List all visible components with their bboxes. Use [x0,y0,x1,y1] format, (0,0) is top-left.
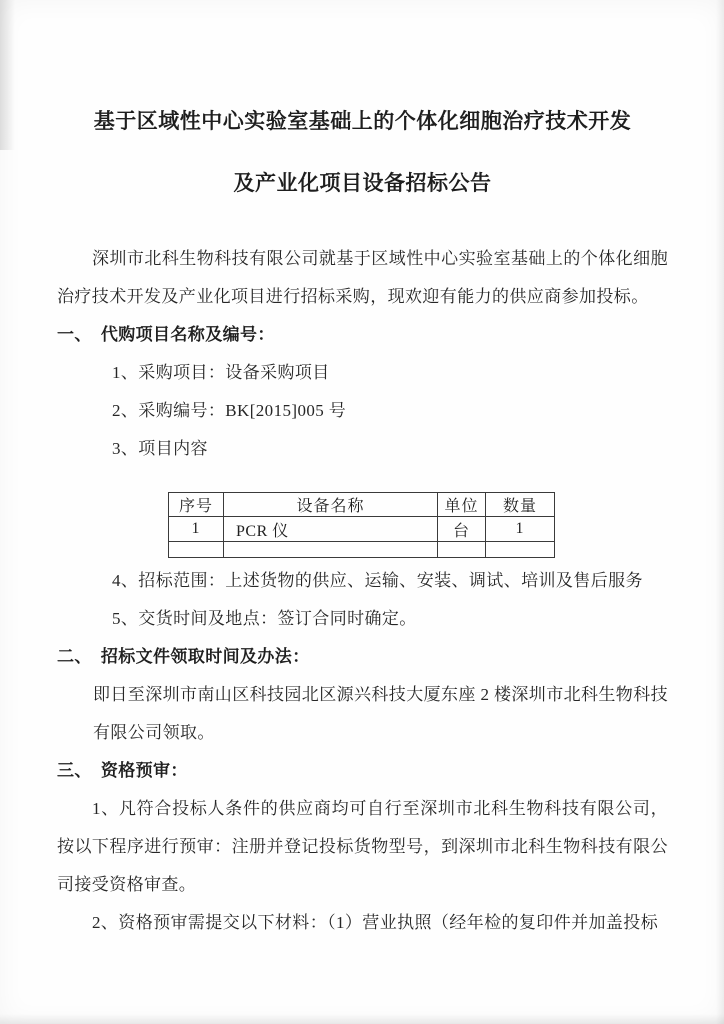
item-project-content: 3、项目内容 [112,439,208,458]
col-header-index: 序号 [169,493,224,517]
item-delivery: 5、交货时间及地点：签订合同时确定。 [112,609,417,628]
section1-label: 代购项目名称及编号： [100,325,275,344]
cell-unit: 台 [438,517,486,542]
section3-paragraph-1: 1、凡符合投标人条件的供应商均可自行至深圳市北科生物科技有限公司，按以下程序进行预审：注册并登记投标货物型号，到深圳市北科生物科技有限公司接受资格审查。 [57,799,668,894]
section2-label: 招标文件领取时间及办法： [100,647,310,666]
col-header-unit: 单位 [438,493,486,517]
cell-index: 1 [169,517,224,542]
section3-heading [57,752,668,790]
table-row-empty [169,542,555,558]
scan-edge-bottom [0,1014,724,1024]
section3-number: 三、 [57,761,92,780]
cell-quantity: 1 [486,517,555,542]
equipment-table [168,492,555,558]
intro-paragraph: 深圳市北科生物科技有限公司就基于区域性中心实验室基础上的个体化细胞治疗技术开发及产业化项目进行招标采购，现欢迎有能力的供应商参加投标。 [57,249,668,306]
scan-edge-right [716,0,724,1024]
section3-label: 资格预审： [100,761,188,780]
section2-number: 二、 [57,647,92,666]
item-purchase-number: 2、采购编号：BK[2015]005 号 [112,401,347,420]
title-line-2: 及产业化项目设备招标公告 [233,171,492,195]
equipment-table-header-row [169,493,555,517]
section1-heading [57,316,668,354]
section1-number: 一、 [57,325,92,344]
section3-paragraph-2: 2、资格预审需提交以下材料：（1）营业执照（经年检的复印件并加盖投标 [92,913,659,932]
cell-quantity-empty [486,542,555,558]
title-line-1: 基于区域性中心实验室基础上的个体化细胞治疗技术开发 [93,109,632,133]
col-header-equipment-name: 设备名称 [224,493,438,517]
item-bid-scope: 4、招标范围：上述货物的供应、运输、安装、调试、培训及售后服务 [112,571,643,590]
section2-body: 即日至深圳市南山区科技园北区源兴科技大厦东座 2 楼深圳市北科生物科技有限公司领取。 [93,685,668,742]
section2-heading [57,638,668,676]
col-header-quantity: 数量 [486,493,555,517]
scan-edge-left [0,0,15,150]
cell-equipment-name: PCR 仪 [224,517,438,542]
cell-unit-empty [438,542,486,558]
table-row [169,517,555,542]
cell-index-empty [169,542,224,558]
document-title [57,90,668,214]
item-purchase-project: 1、采购项目：设备采购项目 [112,363,330,382]
cell-equipment-name-empty [224,542,438,558]
